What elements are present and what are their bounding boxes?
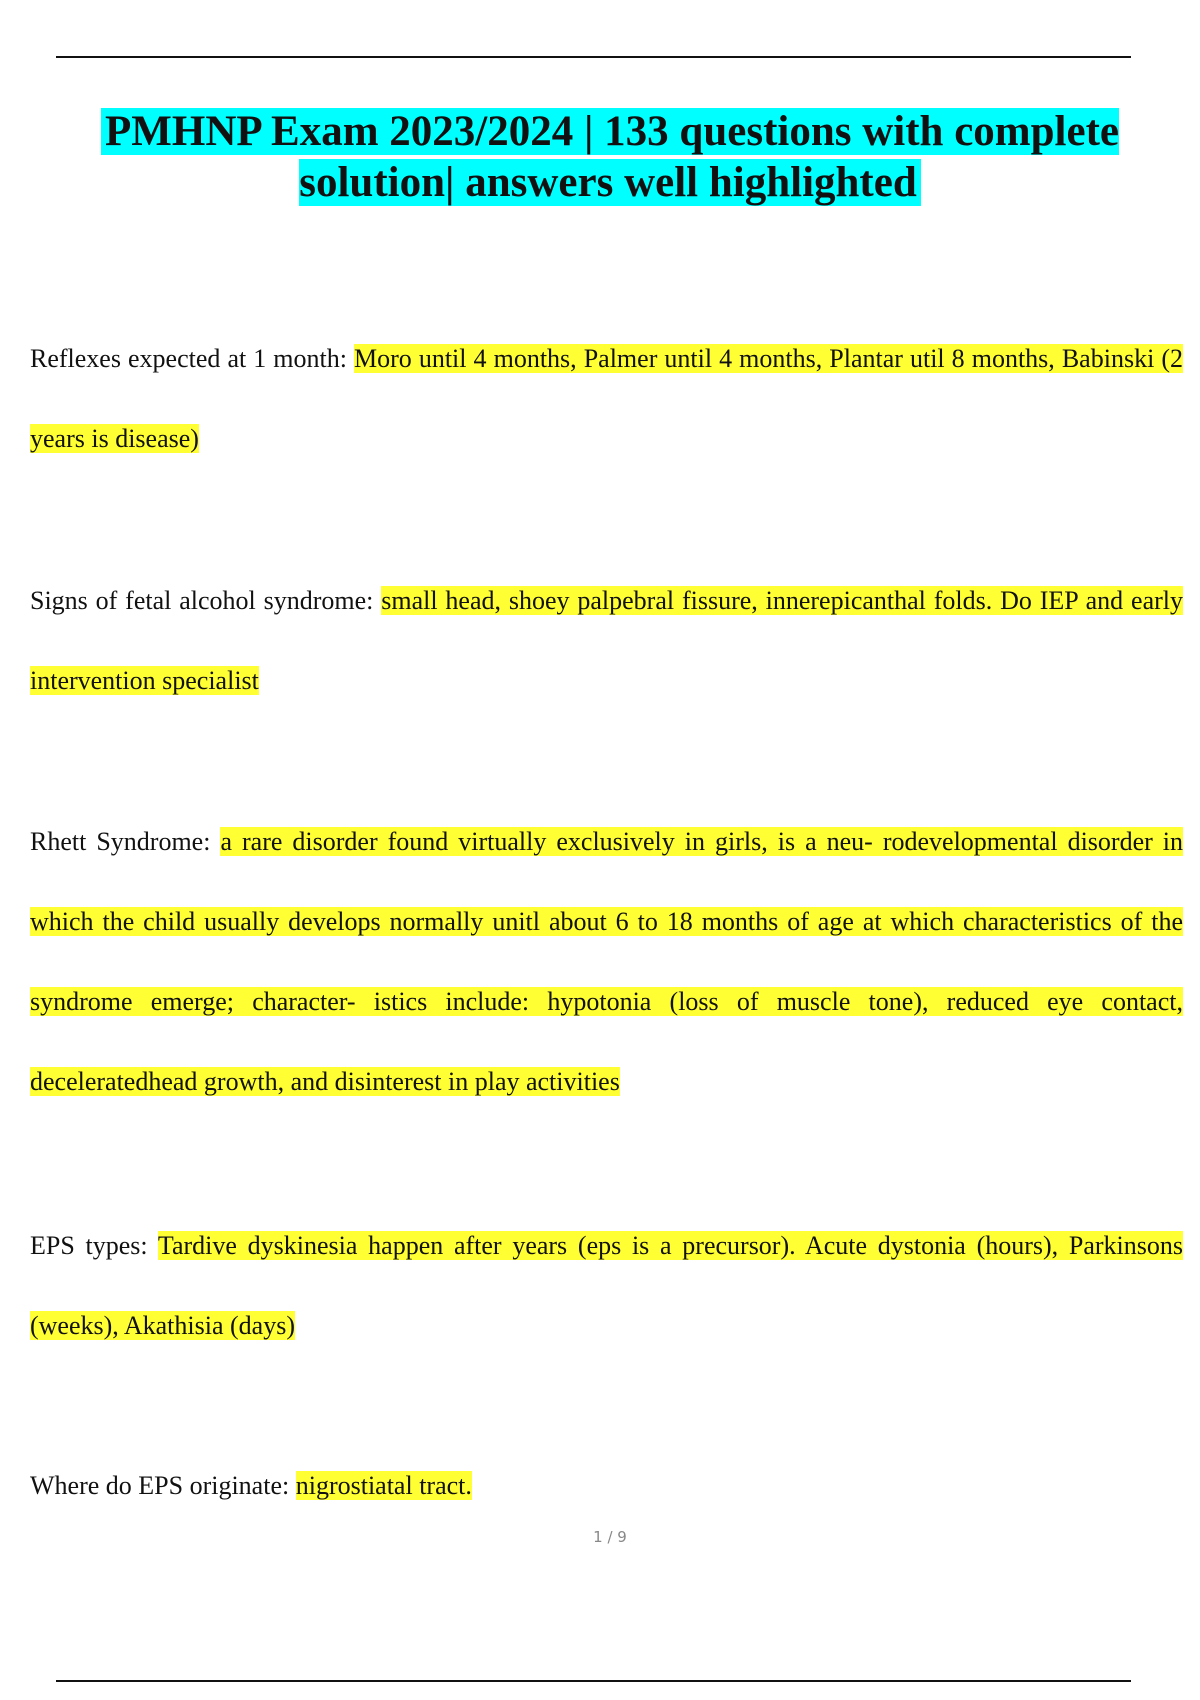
question-text: Signs of fetal alcohol syndrome: (30, 586, 382, 615)
question-text: Where do EPS originate: (30, 1471, 296, 1500)
title-highlight: PMHNP Exam 2023/2024 | 133 questions with complete solution| answers well highlighted (101, 108, 1119, 206)
qa-item-rhett (30, 802, 1183, 1122)
answer-highlight: Tardive dyskinesia happen after years (eps is a precursor). Acute dystonia (hours), Parkinsons (weeks), Akathisia (days) (30, 1231, 1184, 1340)
question-text: EPS types: (30, 1231, 158, 1260)
qa-item-reflexes (30, 319, 1183, 479)
qa-item-eps-origin (30, 1446, 1183, 1526)
answer-highlight: nigrostiatal tract. (295, 1471, 472, 1500)
question-text: Reflexes expected at 1 month: (30, 344, 355, 373)
answer-highlight: a rare disorder found virtually exclusively in girls, is a neu- rodevelopmental disorder in which the child usually develops normally unitl about 6 to 18 months of age at which characteristics of the syndrome emerge; character- istics include: hypotonia (loss of muscle tone), reduced eye contact, deceleratedhead growth, and disinterest in play activities (30, 827, 1183, 1096)
question-text: Rhett Syndrome: (30, 827, 221, 856)
top-rule (56, 56, 1131, 58)
document-title (40, 106, 1180, 208)
answer-highlight: small head, shoey palpebral fissure, innerepicanthal folds. Do IEP and early intervention specialist (30, 586, 1183, 695)
bottom-rule (56, 1680, 1131, 1682)
answer-highlight: Moro until 4 months, Palmer until 4 months, Plantar util 8 months, Babinski (2 years is disease) (30, 344, 1183, 453)
qa-item-eps-types (30, 1206, 1183, 1366)
page-indicator: 1 / 9 (593, 1528, 627, 1546)
qa-item-fetal-alcohol (30, 561, 1183, 721)
